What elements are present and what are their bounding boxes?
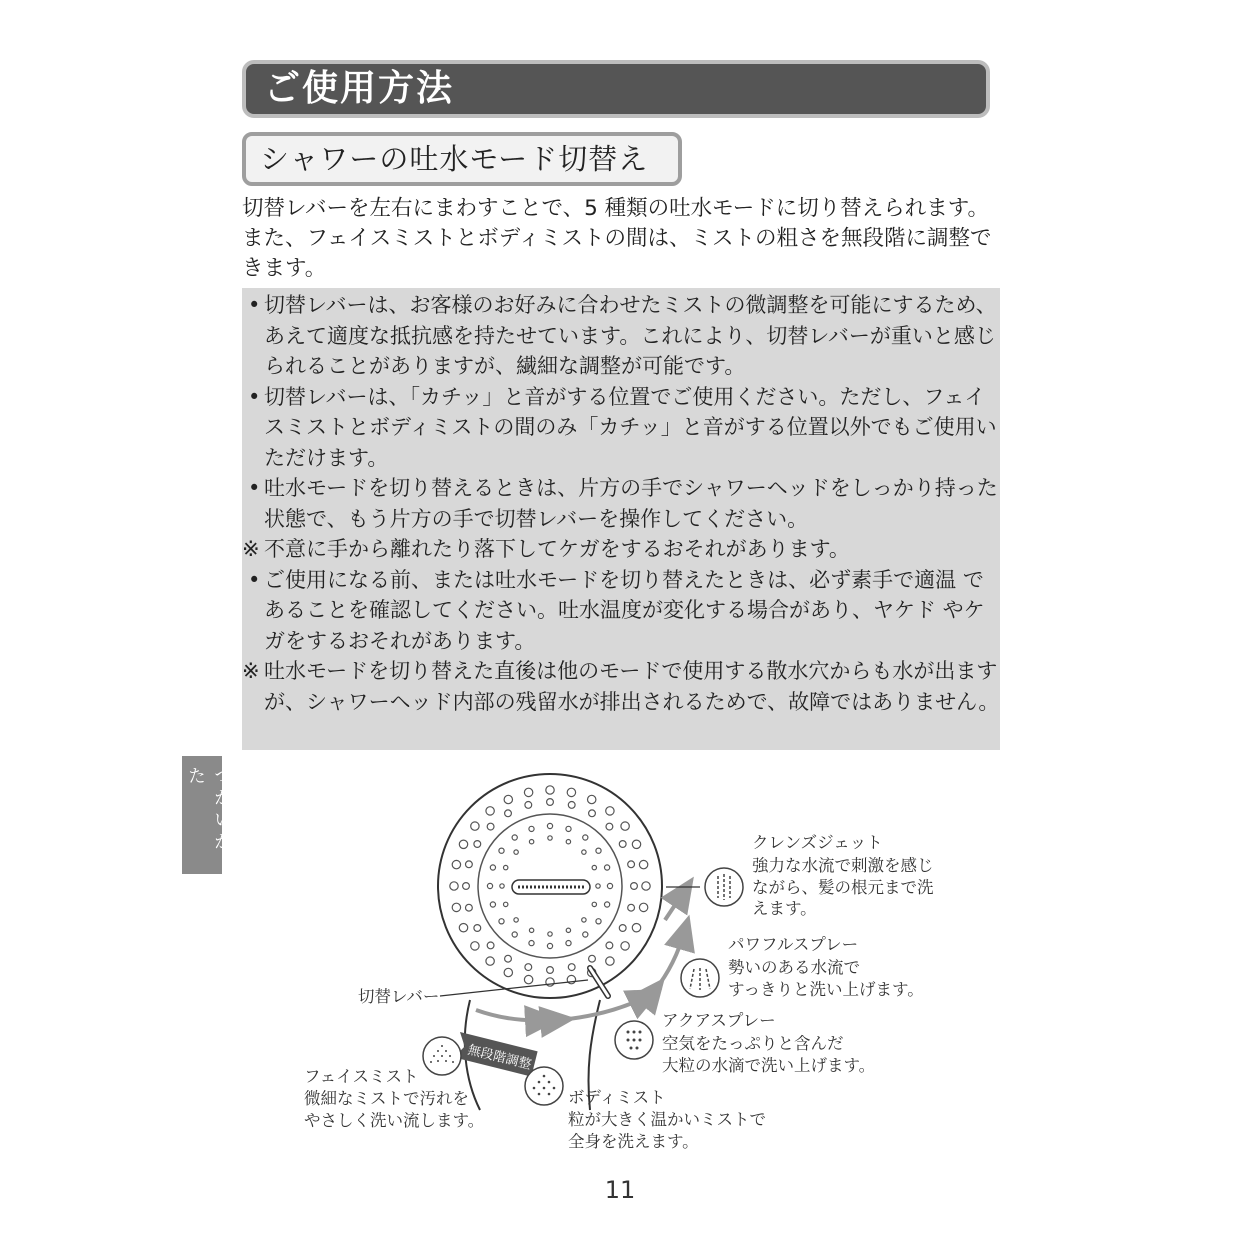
mode-name: ボディミスト [568,1088,666,1107]
section-title: シャワーの吐水モード切替え [242,132,682,186]
page-title: ご使用方法 [242,60,990,118]
note-text: 不意に手から離れたり落下してケガをするおそれがあります。 [264,537,850,561]
mode-arrow-upper [665,890,685,920]
note-item [242,565,1000,657]
bullet-mark: • [248,293,261,317]
note-text: 切替レバーは、お客様のお好みに合わせたミストの微調整を可能にするため、あえて適度な抵抗感を持たせています。これにより、切替レバーが重いと感じられることがありますが、繊細な調整が可能です。 [264,293,997,378]
mode-name: アクアスプレー [662,1011,776,1030]
cleanse-jet-icon [705,868,743,906]
bullet-mark: • [248,384,261,409]
mode-description: 強力な水流で刺激を感じ ながら、髪の根元まで洗 えます。 [752,856,934,918]
note-item [242,290,1000,382]
bullet-mark: • [248,567,261,592]
note-item [242,473,1000,534]
mode-name: クレンズジェット [752,833,883,852]
side-tab [182,756,232,874]
note-text: 吐水モードを切り替えた直後は他のモードで使用する散水穴からも水が出ますが、シャワーヘッド内部の残留水が排出されるためで、故障ではありません。 [264,659,1000,714]
powerful-spray-icon [681,959,719,997]
mode-arrow-lower [560,996,648,1020]
side-tab-label: つかいかた [185,766,232,854]
caution-note [242,534,1000,565]
mode-description: 勢いのある水流で すっきりと洗い上げます。 [728,958,924,999]
notes-box [242,288,1000,750]
mode-description: 空気をたっぷりと含んだ 大粒の水滴で洗い上げます。 [662,1034,876,1075]
shower-diagram [290,770,970,1170]
note-text: ご使用になる前、または吐水モードを切り替えたときは、必ず素手で適温 であることを確認してください。吐水温度が変化する場合があり、ヤケド やケガをするおそれがあります。 [264,567,985,653]
stepless-arrow [476,1010,545,1020]
mode-description: 粒が大きく温かいミストで 全身を洗えます。 [568,1110,766,1151]
mode-description: 微細なミストで汚れを やさしく洗い流します。 [304,1089,485,1130]
mode-name: フェイスミスト [304,1067,419,1086]
note-item [242,382,1000,474]
face-mist-icon [423,1037,461,1075]
page-number: 11 [604,1176,636,1204]
note-text: 切替レバーは、「カチッ」と音がする位置でご使用ください。ただし、フェイスミストとボディミストの間のみ「カチッ」と音がする位置以外でもご使用いただけます。 [264,384,997,470]
intro-paragraph: 切替レバーを左右にまわすことで、5 種類の吐水モードに切り替えられます。また、フェイスミストとボディミストの間は、ミストの粗さを無段階に調整できます。 [242,196,992,281]
caution-note [242,656,1000,717]
reference-mark: ※ [242,659,260,683]
bullet-mark: • [248,476,261,500]
body-mist-icon [525,1067,563,1105]
stepless-label: 無段階調整 [466,1042,533,1073]
reference-mark: ※ [242,537,260,561]
mode-name: パワフルスプレー [728,935,859,954]
lever-label: 切替レバー [358,987,440,1006]
aqua-spray-icon [615,1021,653,1059]
note-text: 吐水モードを切り替えるときは、片方の手でシャワーヘッドをしっかり持った状態で、もう片方の手で切替レバーを操作してください。 [264,476,998,531]
